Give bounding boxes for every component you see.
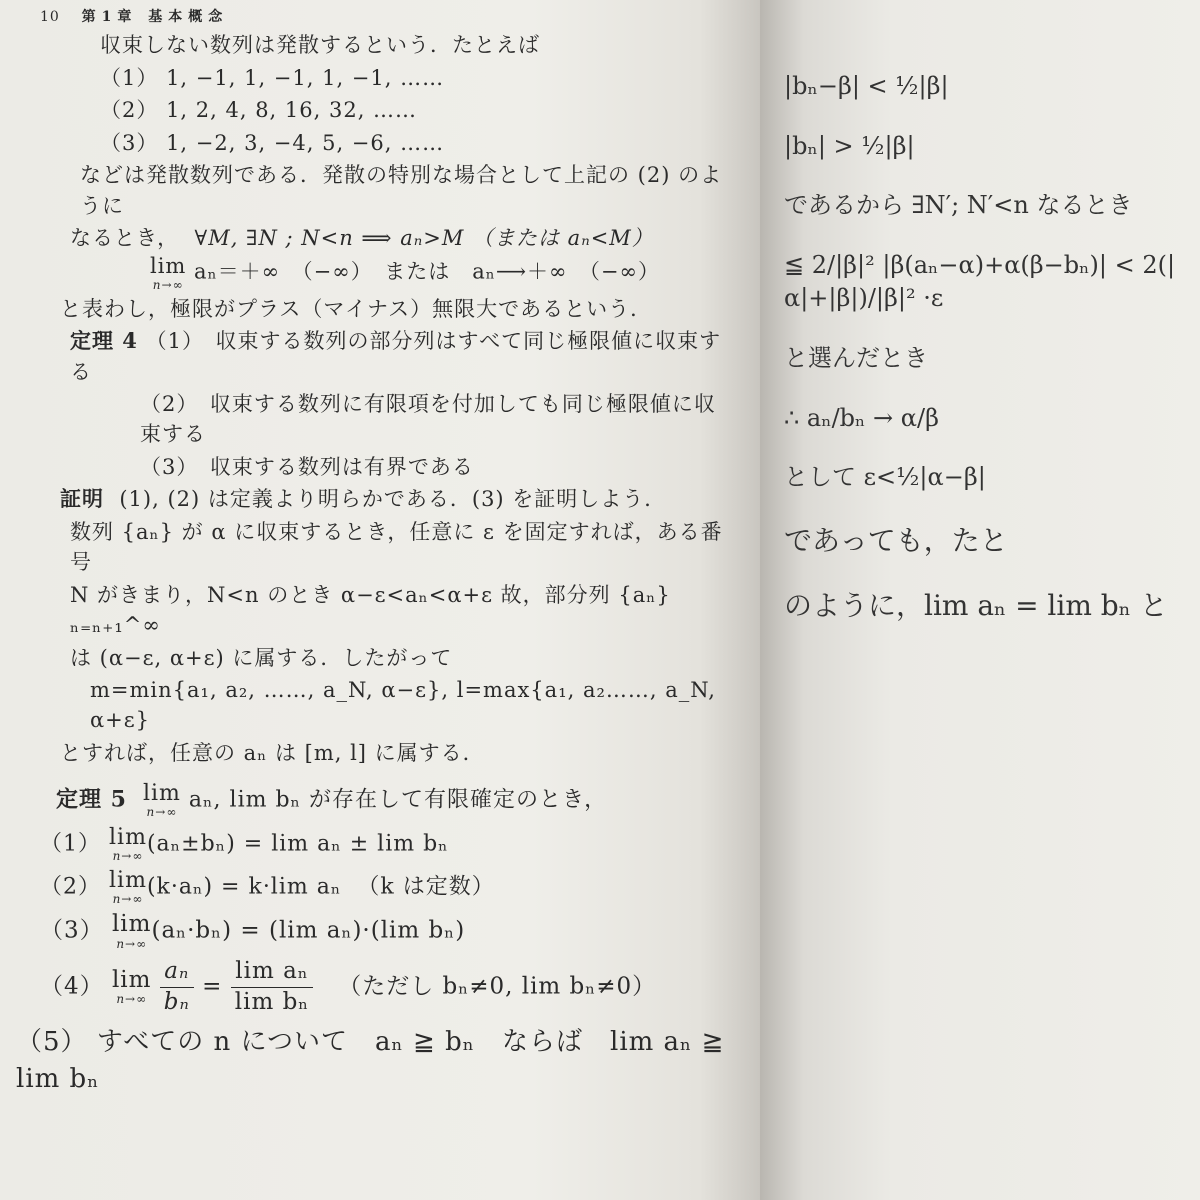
theorem4-item: （3） 収束する数列は有界である	[140, 454, 474, 479]
theorem5-item-1	[40, 826, 730, 863]
right-text-line: と選んだとき	[784, 343, 928, 372]
proof-line: N がきまり，N<n のとき α−ε<aₙ<α+ε 故，部分列 {aₙ}ₙ₌ₙ₊₁^∞	[70, 582, 671, 638]
example-seq: 1, −1, 1, −1, 1, −1, ……	[166, 65, 445, 90]
proof-line: 数列 {aₙ} が α に収束するとき，任意に ε を固定すれば，ある番号	[70, 519, 723, 575]
item-note: （ただし bₙ≠0, lim bₙ≠0）	[338, 973, 657, 1000]
example-1	[40, 63, 730, 93]
numerator: aₙ	[160, 957, 194, 988]
lim-operator	[112, 968, 152, 1006]
limit-formula: aₙ＝＋∞ （−∞） または aₙ⟶＋∞ （−∞）	[194, 260, 661, 285]
theorem5-item-3	[40, 912, 730, 950]
right-text-line: であっても，たと	[784, 523, 1008, 557]
theorem5-item-4: （4） lim n→∞ $\frac{\text{aₙ}}{\text{bₙ}}$ = $\frac{\text{lim aₙ}}{\text{lim bₙ}}$ （ただし bₙ≠0, lim bₙ≠0）	[40, 957, 730, 1018]
right-text-line: |bₙ−β| < ½|β|	[784, 72, 949, 100]
lim-text: lim	[111, 967, 152, 994]
item-label: （2）	[40, 874, 101, 900]
page-header	[40, 6, 730, 28]
theorem4-title: 定理 4	[70, 328, 138, 354]
lim-operator	[109, 869, 147, 906]
theorem4-item: （1） 収束する数列の部分列はすべて同じ極限値に収束する	[70, 329, 722, 384]
running-head: 第1章 基本概念	[81, 9, 229, 25]
lim-operator	[143, 782, 181, 819]
lim-operator	[109, 826, 147, 863]
numerator: lim aₙ	[231, 957, 314, 988]
right-page	[760, 0, 1200, 1200]
proof-line: とすれば，任意の aₙ は [m, l] に属する．	[60, 740, 485, 765]
divergent-text: などは発散数列である．発散の特別な場合として上記の (2) のように	[80, 163, 723, 218]
example-2	[40, 95, 730, 125]
intro-text: 収束しない数列は発散するという．たとえば	[100, 33, 540, 58]
condition-line	[40, 223, 730, 253]
lim-operator	[112, 912, 152, 950]
item-note: （k は定数）	[357, 874, 495, 900]
lim-sub: n→∞	[146, 805, 178, 820]
lim-sub: n→∞	[152, 277, 184, 292]
fraction	[160, 957, 194, 1018]
lim-sub: n→∞	[112, 892, 144, 907]
proof-line: m=min{a₁, a₂, ……, a_N, α−ε}, l=max{a₁, a₂……, a_N, α+ε}	[90, 677, 716, 733]
theorem4-first-line	[40, 326, 730, 387]
proof-first-line	[40, 484, 730, 514]
right-text-line: ∴ aₙ/bₙ → α/β	[784, 403, 939, 432]
lim-operator	[150, 255, 186, 291]
lim-sub: n→∞	[112, 848, 144, 863]
right-text-line: ≦ 2/|β|² |β(aₙ−α)+α(β−bₙ)| < 2(|α|+|β|)/|β|² ·ε	[784, 250, 1176, 313]
expression-text: と表わし，極限がプラス（マイナス）無限大であるという．	[60, 296, 653, 321]
right-text-line: であるから ∃N′; N′<n なるとき	[784, 191, 1133, 220]
naru-toki-text: なるとき，	[70, 226, 180, 251]
right-text-line: として ε<½|α−β|	[784, 463, 986, 492]
theorem5-item-2	[40, 869, 730, 906]
theorem5-header	[40, 782, 730, 819]
theorem5-item-5	[16, 1024, 730, 1099]
fraction	[231, 957, 314, 1018]
example-label: （1）	[100, 65, 159, 90]
denominator: bₙ	[163, 988, 190, 1015]
denominator: lim bₙ	[234, 988, 310, 1015]
proof-line: (1), (2) は定義より明らかである．(3) を証明しよう．	[119, 487, 667, 512]
example-3	[40, 128, 730, 158]
example-label: （2）	[100, 98, 159, 123]
item-label: （4）	[40, 973, 104, 1000]
condition-formula: ∀M, ∃N ; N<n ⟹ aₙ>M （または aₙ<M）	[194, 226, 654, 251]
theorem5-intro: aₙ, lim bₙ が存在して有限確定のとき，	[188, 787, 608, 813]
limit-definition	[40, 255, 730, 291]
theorem5-title: 定理 5	[56, 786, 127, 813]
example-seq: 1, −2, 3, −4, 5, −6, ……	[166, 130, 445, 155]
item-label: （5）	[16, 1026, 88, 1057]
item-text: すべての n について aₙ ≧ bₙ ならば lim aₙ ≧ lim bₙ	[16, 1026, 725, 1095]
item-label: （1）	[40, 831, 101, 857]
item-formula: (k·aₙ) = k·lim aₙ	[146, 874, 342, 900]
page-number: 10	[40, 9, 60, 25]
example-seq: 1, 2, 4, 8, 16, 32, ……	[166, 98, 418, 123]
right-text-line: のように，lim aₙ = lim bₙ と	[784, 588, 1168, 622]
example-label: （3）	[100, 130, 159, 155]
right-text-line: |bₙ| > ½|β|	[784, 131, 915, 160]
proof-title: 証明	[60, 486, 104, 512]
theorem4-item: （2） 収束する数列に有限項を付加しても同じ極限値に収束する	[140, 392, 716, 447]
lim-sub: n→∞	[116, 992, 148, 1007]
lim-text: lim	[109, 824, 147, 850]
lim-text: lim	[111, 911, 152, 938]
lim-text: lim	[109, 868, 147, 894]
lim-sub: n→∞	[116, 936, 148, 951]
item-formula: (aₙ±bₙ) = lim aₙ ± lim bₙ	[146, 831, 449, 857]
item-label: （3）	[40, 917, 104, 944]
proof-line: は (α−ε, α+ε) に属する．したがって	[70, 645, 453, 670]
lim-text: lim	[150, 254, 187, 279]
item-formula: (aₙ·bₙ) = (lim aₙ)·(lim bₙ)	[151, 917, 466, 944]
lim-text: lim	[142, 781, 181, 807]
